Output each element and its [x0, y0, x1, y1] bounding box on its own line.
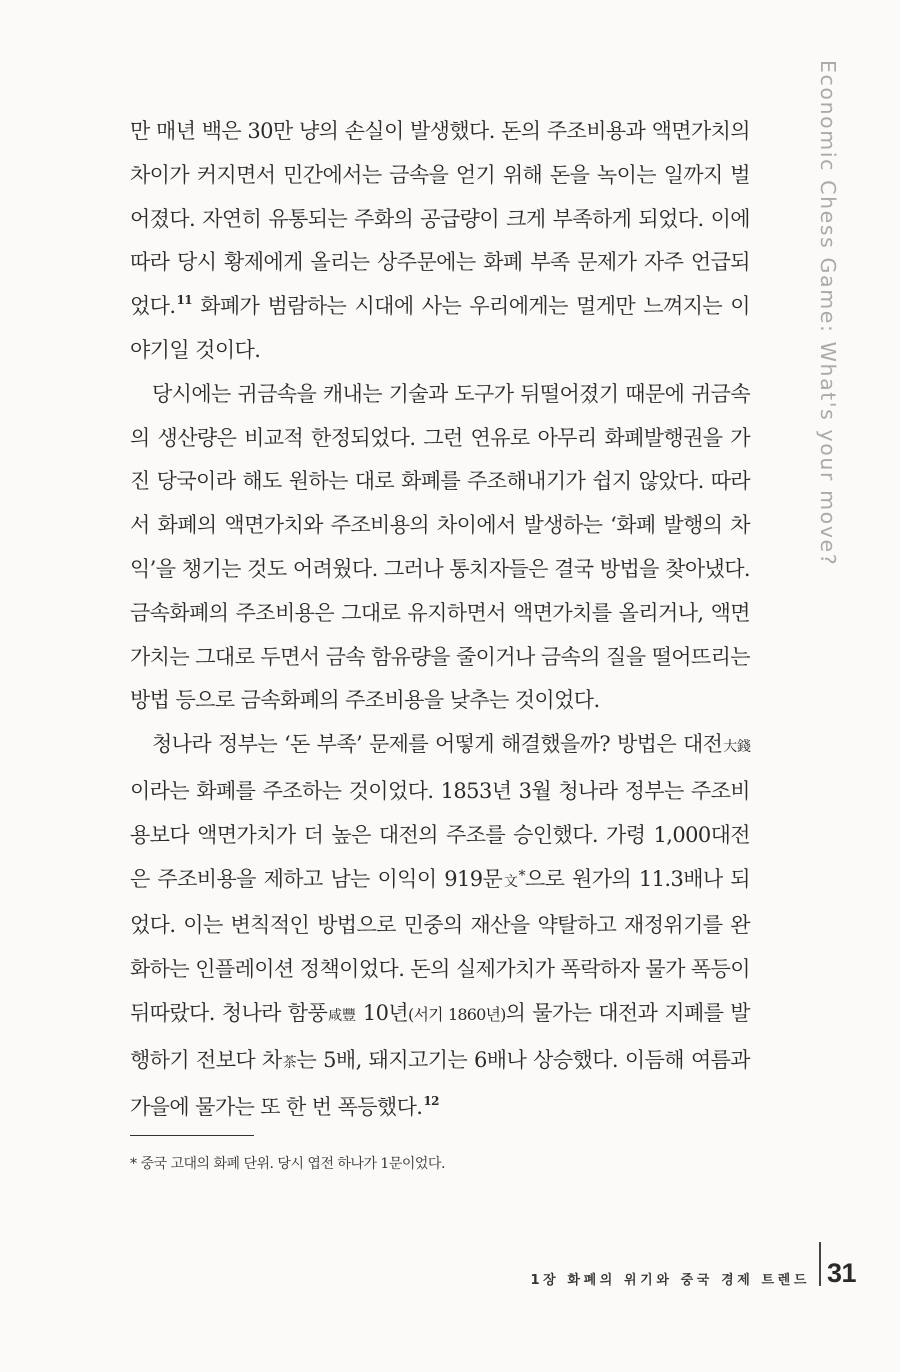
hanja-gloss: 文 — [502, 873, 519, 890]
hanja-gloss: 咸豐 — [327, 1007, 356, 1024]
running-footer: 1장 화폐의 위기와 중국 경제 트렌드 — [530, 1273, 810, 1288]
paragraph-1 — [130, 110, 750, 373]
paragraph-text: 만 매년 백은 30만 냥의 손실이 발생했다. 돈의 주조비용과 액면가치의 차이가 커지면서 민간에서는 금속을 얻기 위해 돈을 녹이는 일까지 벌어졌다. 자연히 유통되는 주화의 공급량이 크게 부족하게 되었다. 이에 따라 당시 황제에게 올리는 상주문에는 화폐 부족 문제가 자주 언급되었다. — [130, 119, 750, 319]
hanja-gloss: 茶 — [281, 1054, 297, 1071]
parenthetical-year: (서기 1860년) — [408, 1004, 506, 1024]
paragraph-text: 청나라 정부는 ‘돈 부족’ 문제를 어떻게 해결했을까? 방법은 대전 — [152, 732, 723, 757]
paragraph-text: 의 물가는 대전과 지폐를 발행하기 전보다 차 — [130, 1000, 750, 1072]
side-title: Economic Chess Game: What's your move? — [816, 60, 840, 567]
paragraph-text: 으로 원가의 11.3배나 되었다. 이는 변칙적인 방법으로 민중의 재산을 약탈하고 재정위기를 완화하는 인플레이션 정책이었다. 돈의 실제가치가 폭락하자 물가 폭등이 뒤따랐다. 청나라 함풍 — [130, 866, 750, 1025]
footnote-marker: * — [518, 867, 525, 884]
footer-divider — [819, 1242, 821, 1286]
paragraph-2 — [130, 373, 750, 723]
footnote: * 중국 고대의 화폐 단위. 당시 엽전 하나가 1문이었다. — [130, 1156, 445, 1172]
paragraph-text: 당시에는 귀금속을 캐내는 기술과 도구가 뒤떨어졌기 때문에 귀금속의 생산량은 비교적 한정되었다. 그런 연유로 아무리 화폐발행권을 가진 당국이라 해도 원하는 대로 화폐를 주조해내기가 쉽지 않았다. 따라서 화폐의 액면가치와 주조비용의 차이에서 발생하는 ‘화폐 발행의 차익’을 챙기는 것도 어려웠다. 그러나 통치자들은 결국 방법을 찾아냈다. 금속화폐의 주조비용은 그대로 유지하면서 액면가치를 올리거나, 액면가치는 그대로 두면서 금속 함유량을 줄이거나 금속의 질을 떨어뜨리는 방법 등으로 금속화폐의 주조비용을 낮추는 것이었다. — [130, 381, 750, 713]
paragraph-text: 는 5배, 돼지고기는 6배나 상승했다. 이듬해 여름과 가을에 물가는 또 한 번 폭등했다. — [130, 1047, 750, 1119]
hanja-gloss: 大錢 — [722, 739, 750, 756]
paragraph-text: 이라는 화폐를 주조하는 것이었다. 1853년 3월 청나라 정부는 주조비용보다 액면가치가 더 높은 대전의 주조를 승인했다. 가령 1,000대전은 주조비용을 제하고 남는 이익이 919문 — [130, 778, 750, 891]
note-reference: 11 — [176, 293, 192, 308]
footnote-divider — [130, 1135, 254, 1136]
paragraph-3 — [130, 723, 750, 1129]
body-text — [130, 110, 750, 1129]
paragraph-text: 10년 — [355, 1000, 409, 1025]
paragraph-text: 화폐가 범람하는 시대에 사는 우리에게는 멀게만 느껴지는 이야기일 것이다. — [130, 294, 750, 362]
note-reference: 12 — [423, 1093, 439, 1108]
page-number: 31 — [827, 1258, 857, 1288]
